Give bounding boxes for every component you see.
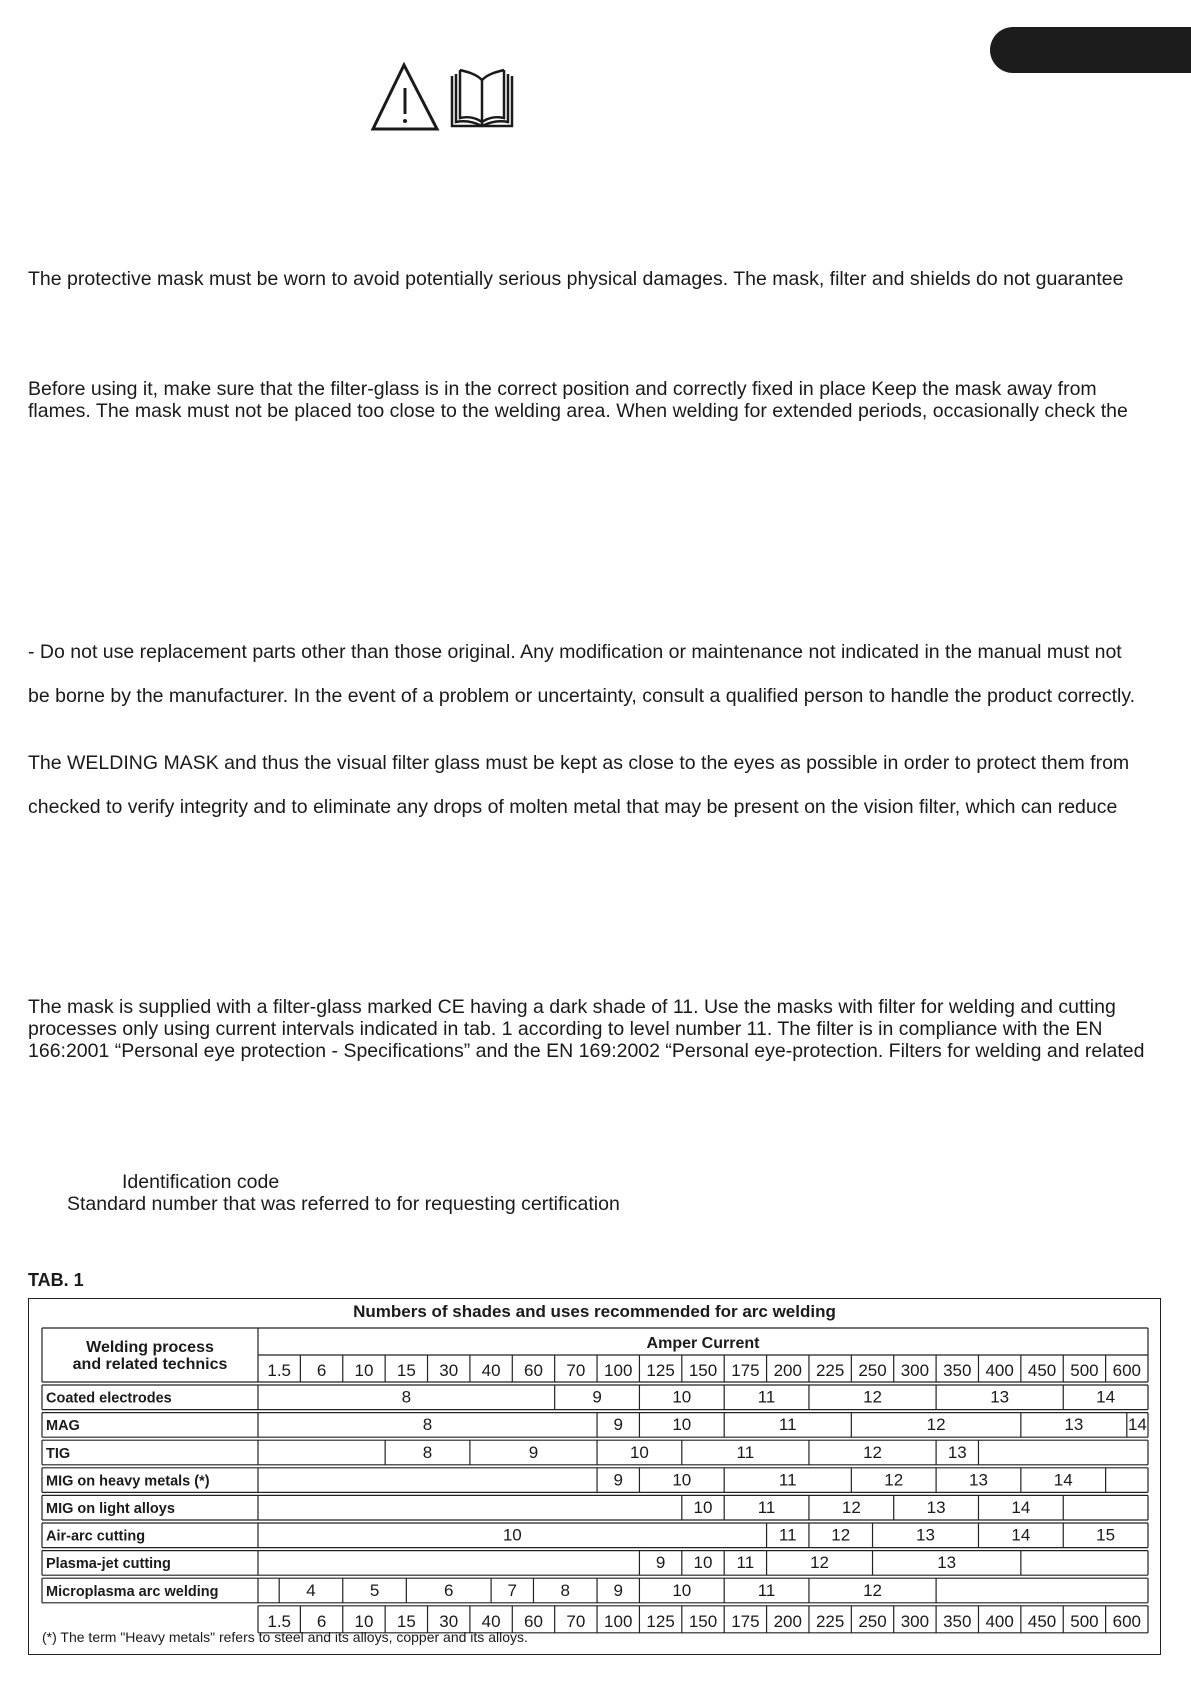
current-footer-350: 350 — [943, 1611, 972, 1631]
current-header-60: 60 — [524, 1361, 543, 1380]
shade-value: 8 — [422, 1415, 433, 1435]
current-footer-175: 175 — [731, 1611, 760, 1631]
current-header-225: 225 — [815, 1361, 845, 1380]
current-footer-500: 500 — [1070, 1611, 1099, 1631]
shade-value: 14 — [1053, 1470, 1073, 1490]
shade-value: 12 — [884, 1470, 904, 1490]
identification-code-label: Identification code — [122, 1171, 280, 1193]
current-footer-10: 10 — [354, 1611, 374, 1631]
shade-value: 11 — [757, 1580, 776, 1600]
shade-value: 12 — [831, 1525, 851, 1545]
shade-value: 9 — [528, 1442, 539, 1462]
paragraph-before-use-2: flames. The mask must not be placed too close to the welding area. When welding for extended periods, occasionally check the — [28, 400, 1128, 422]
current-footer-1.5: 1.5 — [267, 1611, 292, 1631]
current-footer-15: 15 — [396, 1611, 416, 1631]
shade-value: 9 — [613, 1580, 623, 1600]
shade-value: 12 — [841, 1498, 861, 1517]
shade-value: 13 — [926, 1498, 946, 1517]
shade-value: 7 — [507, 1580, 518, 1600]
current-header-6: 6 — [316, 1361, 327, 1380]
shade-value: 10 — [672, 1470, 692, 1490]
shade-value: 11 — [757, 1387, 776, 1407]
shade-value: 10 — [502, 1525, 522, 1545]
shade-value: 6 — [443, 1580, 454, 1600]
current-footer-70: 70 — [566, 1611, 586, 1631]
current-footer-125: 125 — [646, 1611, 675, 1631]
current-footer-6: 6 — [316, 1611, 327, 1631]
shade-value: 14 — [1096, 1387, 1116, 1407]
paragraph-filter-glass-2: processes only using current intervals indicated in tab. 1 according to level number 11. The filter is in compliance with the EN — [28, 1018, 1103, 1040]
current-header-250: 250 — [858, 1361, 887, 1380]
current-header-100: 100 — [604, 1361, 633, 1380]
paragraph-mask-protection: The protective mask must be worn to avoid potentially serious physical damages. The mask, filter and shields do not guarantee — [28, 268, 1124, 290]
shade-value: 12 — [863, 1580, 882, 1600]
current-header-10: 10 — [354, 1361, 374, 1380]
paragraph-filter-check: checked to verify integrity and to eliminate any drops of molten metal that may be present on the vision filter, which can reduce — [28, 796, 1118, 818]
process-label: Air-arc cutting — [46, 1528, 146, 1545]
shade-value: 15 — [1096, 1525, 1116, 1545]
shade-value: 8 — [422, 1442, 433, 1462]
shade-value: 14 — [1127, 1415, 1147, 1435]
shade-value: 11 — [778, 1470, 797, 1490]
current-footer-30: 30 — [439, 1611, 459, 1631]
current-header-175: 175 — [731, 1361, 760, 1380]
shade-value: 11 — [757, 1498, 776, 1517]
current-header-1.5: 1.5 — [267, 1361, 292, 1380]
current-header-400: 400 — [985, 1361, 1014, 1380]
shade-value: 4 — [306, 1580, 316, 1600]
paragraph-before-use-1: Before using it, make sure that the filter-glass is in the correct position and correctly fixed in place Keep the mask away from — [28, 378, 1097, 400]
shade-value: 9 — [655, 1553, 666, 1573]
shade-value: 10 — [672, 1387, 692, 1407]
table-label: TAB. 1 — [28, 1270, 84, 1290]
shade-value: 10 — [693, 1553, 713, 1573]
current-header-300: 300 — [900, 1361, 930, 1380]
shade-value: 12 — [926, 1415, 946, 1435]
shade-value: 11 — [736, 1553, 755, 1573]
shade-value: 14 — [1011, 1525, 1031, 1545]
paragraph-eye-distance: The WELDING MASK and thus the visual filter glass must be kept as close to the eyes as possible in order to protect them from — [28, 752, 1130, 774]
process-header-line-2: and related technics — [72, 1356, 228, 1373]
amper-current-header: Amper Current — [646, 1335, 760, 1352]
current-header-450: 450 — [1027, 1361, 1057, 1380]
shade-value: 10 — [693, 1498, 713, 1517]
current-header-150: 150 — [688, 1361, 718, 1380]
current-footer-450: 450 — [1027, 1611, 1057, 1631]
shade-value: 9 — [592, 1387, 602, 1407]
process-header-line-1: Welding process — [86, 1339, 214, 1356]
current-header-200: 200 — [773, 1361, 802, 1380]
process-label: MAG — [46, 1418, 80, 1435]
paragraph-manufacturer: be borne by the manufacturer. In the event of a problem or uncertainty, consult a qualified person to handle the product correctly. — [28, 685, 1136, 707]
shade-value: 13 — [1064, 1415, 1084, 1435]
shade-value: 10 — [672, 1580, 692, 1600]
shade-value: 12 — [863, 1387, 882, 1407]
paragraph-filter-glass-3: 166:2001 “Personal eye protection - Specifications” and the EN 169:2002 “Personal eye-protection. Filters for welding and related — [28, 1040, 1145, 1062]
paragraph-filter-glass-1: The mask is supplied with a filter-glass marked CE having a dark shade of 11. Use the masks with filter for welding and cutting — [28, 996, 1116, 1018]
shade-value: 8 — [401, 1387, 412, 1407]
shade-value: 14 — [1011, 1498, 1031, 1517]
current-footer-100: 100 — [604, 1611, 633, 1631]
shade-value: 10 — [672, 1415, 692, 1435]
current-header-30: 30 — [439, 1361, 459, 1380]
process-label: Microplasma arc welding — [46, 1583, 219, 1600]
shade-value: 13 — [947, 1442, 967, 1462]
current-footer-400: 400 — [985, 1611, 1014, 1631]
process-label: TIG — [46, 1445, 71, 1462]
current-footer-150: 150 — [688, 1611, 718, 1631]
process-label: MIG on heavy metals (*) — [46, 1473, 210, 1490]
shade-value: 9 — [613, 1415, 623, 1435]
shade-value: 11 — [736, 1442, 755, 1462]
current-header-125: 125 — [646, 1361, 675, 1380]
current-footer-60: 60 — [524, 1611, 543, 1631]
current-header-350: 350 — [943, 1361, 972, 1380]
current-header-500: 500 — [1070, 1361, 1099, 1380]
shade-value: 11 — [778, 1525, 797, 1545]
paragraph-replacement-parts: - Do not use replacement parts other than those original. Any modification or maintenance not indicated in the manual must not — [28, 641, 1122, 663]
current-footer-600: 600 — [1112, 1611, 1141, 1631]
process-label: Coated electrodes — [46, 1390, 172, 1407]
shade-value: 12 — [863, 1442, 882, 1462]
shade-value: 12 — [810, 1553, 830, 1573]
shade-value: 10 — [629, 1442, 649, 1462]
table-footnote: (*) The term "Heavy metals" refers to steel and its alloys, copper and its alloys. — [42, 1629, 528, 1645]
standard-number-label: Standard number that was referred to for requesting certification — [67, 1193, 620, 1215]
shade-value: 13 — [916, 1525, 935, 1545]
current-footer-40: 40 — [481, 1611, 501, 1631]
current-header-15: 15 — [396, 1361, 416, 1380]
shade-value: 13 — [969, 1470, 988, 1490]
current-footer-200: 200 — [773, 1611, 802, 1631]
shade-value: 13 — [990, 1387, 1010, 1407]
shade-value: 5 — [369, 1580, 380, 1600]
current-header-40: 40 — [481, 1361, 501, 1380]
shade-value: 11 — [778, 1415, 797, 1435]
current-footer-250: 250 — [858, 1611, 887, 1631]
current-header-600: 600 — [1112, 1361, 1141, 1380]
shade-value: 13 — [937, 1553, 957, 1573]
current-header-70: 70 — [566, 1361, 586, 1380]
shade-value: 9 — [613, 1470, 623, 1490]
process-label: Plasma-jet cutting — [46, 1556, 171, 1573]
process-label: MIG on light alloys — [46, 1501, 175, 1517]
current-footer-300: 300 — [900, 1611, 930, 1631]
current-footer-225: 225 — [815, 1611, 845, 1631]
table-title: Numbers of shades and uses recommended for arc welding — [353, 1302, 836, 1321]
shade-value: 8 — [560, 1580, 570, 1600]
